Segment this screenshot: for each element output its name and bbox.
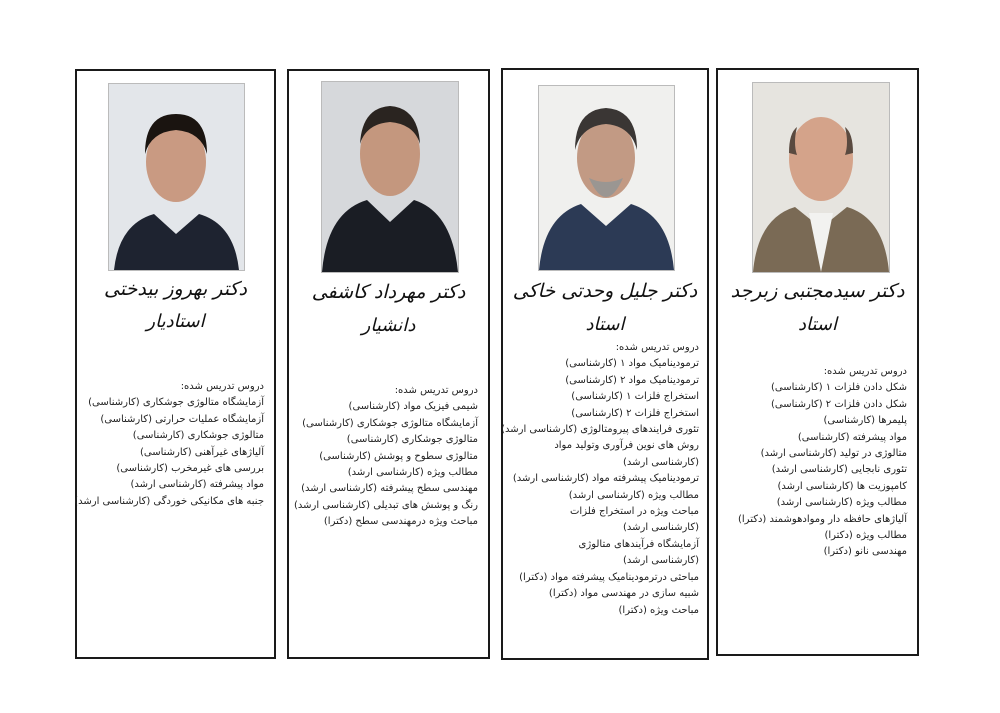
faculty-rank: استادیار	[146, 311, 205, 332]
course-item: متالوژی جوشکاری (کارشناسی)	[132, 430, 264, 442]
course-item: استخراج فلزات ۲ (کارشناسی)	[571, 407, 699, 419]
portrait-photo	[108, 83, 245, 271]
course-item: رنگ و پوشش های تبدیلی (کارشناسی ارشد)	[294, 499, 478, 511]
course-item: آلیاژهای غیرآهنی (کارشناسی)	[140, 446, 264, 458]
courses-title: دروس تدریس شده:	[394, 385, 478, 396]
courses-title: دروس تدریس شده:	[615, 342, 699, 353]
faculty-card-bidokhti	[75, 69, 276, 659]
course-item: (کارشناسی ارشد)	[622, 522, 699, 534]
course-item: شکل دادن فلزات ۱ (کارشناسی)	[771, 382, 907, 394]
course-item: ترمودینامیک پیشرفته مواد (کارشناسی ارشد)	[512, 473, 699, 485]
course-item: متالوژی در تولید (کارشناسی ارشد)	[760, 448, 907, 460]
course-item: (کارشناسی ارشد)	[622, 555, 699, 567]
faculty-card-vahdati-khaki	[501, 68, 709, 660]
faculty-name: دکتر مهرداد کاشفی	[311, 281, 466, 303]
course-item: جنبه های مکانیکی خوردگی (کارشناسی ارشد)	[74, 495, 264, 507]
course-item: مباحثی درترمودینامیک پیشرفته مواد (دکترا)	[519, 571, 699, 583]
course-item: شبیه سازی در مهندسی مواد (دکترا)	[548, 588, 699, 600]
course-item: مباحث ویژه در استخراج فلزات	[570, 506, 699, 518]
course-item: آزمایشگاه متالوژی جوشکاری (کارشناسی)	[302, 417, 478, 429]
faculty-rank: استاد	[585, 314, 625, 335]
course-item: متالوژی جوشکاری (کارشناسی)	[346, 434, 478, 446]
course-item: ترمودینامیک مواد ۱ (کارشناسی)	[565, 358, 699, 370]
courses-list	[74, 379, 264, 510]
person-portrait-icon	[109, 84, 244, 270]
course-item: مطالب ویژه (کارشناسی ارشد)	[347, 467, 478, 479]
course-item: آلیاژهای حافظه دار وموادهوشمند (دکترا)	[738, 513, 907, 525]
faculty-name: دکتر جلیل وحدتی خاکی	[512, 280, 698, 302]
faculty-name: دکتر بهروز بیدختی	[104, 278, 247, 300]
course-item: تئوری فرایندهای پیرومتالوژی (کارشناسی ارشد)	[501, 424, 699, 436]
course-item: مهندسی نانو (دکترا)	[823, 546, 907, 558]
course-item: بررسی های غیرمخرب (کارشناسی)	[116, 463, 264, 475]
course-item: مهندسی سطح پیشرفته (کارشناسی ارشد)	[301, 483, 478, 495]
course-item: متالوژی سطوح و پوشش (کارشناسی)	[319, 450, 478, 462]
portrait-photo	[752, 82, 890, 273]
portrait-photo	[538, 85, 675, 271]
course-item: ترمودینامیک مواد ۲ (کارشناسی)	[565, 374, 699, 386]
portrait-photo	[321, 81, 459, 273]
course-item: شیمی فیزیک مواد (کارشناسی)	[348, 401, 478, 413]
course-item: تئوری نابجایی (کارشناسی ارشد)	[771, 464, 907, 476]
faculty-card-zebarjad	[716, 68, 919, 656]
faculty-card-kashefi	[287, 69, 490, 659]
courses-list	[290, 383, 478, 531]
course-item: مواد پیشرفته (کارشناسی)	[797, 431, 907, 443]
course-item: آزمایشگاه عملیات حرارتی (کارشناسی)	[100, 413, 264, 425]
course-item: آزمایشگاه فرآیندهای متالوژی	[578, 538, 699, 550]
courses-title: دروس تدریس شده:	[180, 381, 264, 392]
courses-list	[719, 364, 907, 561]
course-item: شکل دادن فلزات ۲ (کارشناسی)	[771, 398, 907, 410]
course-item: آزمایشگاه متالوژی جوشکاری (کارشناسی)	[88, 397, 264, 409]
course-item: کامپوزیت ها (کارشناسی ارشد)	[777, 480, 907, 492]
courses-list	[503, 340, 699, 619]
person-portrait-icon	[322, 82, 458, 272]
course-item: پلیمرها (کارشناسی)	[823, 415, 907, 427]
course-item: (کارشناسی ارشد)	[622, 456, 699, 468]
course-item: مطالب ویژه (کارشناسی ارشد)	[776, 497, 907, 509]
course-item: مباحث ویژه درمهندسی سطح (دکترا)	[323, 516, 478, 528]
faculty-rank: دانشیار	[361, 315, 416, 336]
person-portrait-icon	[753, 83, 889, 272]
course-item: مطالب ویژه (کارشناسی ارشد)	[568, 489, 699, 501]
course-item: روش های نوین فرآوری وتولید مواد	[554, 440, 699, 452]
course-item: استخراج فلزات ۱ (کارشناسی)	[571, 391, 699, 403]
faculty-rank: استاد	[797, 314, 837, 335]
faculty-name: دکتر سیدمجتبی زبرجد	[730, 280, 905, 302]
courses-title: دروس تدریس شده:	[823, 366, 907, 377]
course-item: مواد پیشرفته (کارشناسی ارشد)	[130, 479, 264, 491]
person-portrait-icon	[539, 86, 674, 270]
course-item: مباحث ویژه (دکترا)	[618, 604, 699, 616]
course-item: مطالب ویژه (دکترا)	[824, 530, 907, 542]
